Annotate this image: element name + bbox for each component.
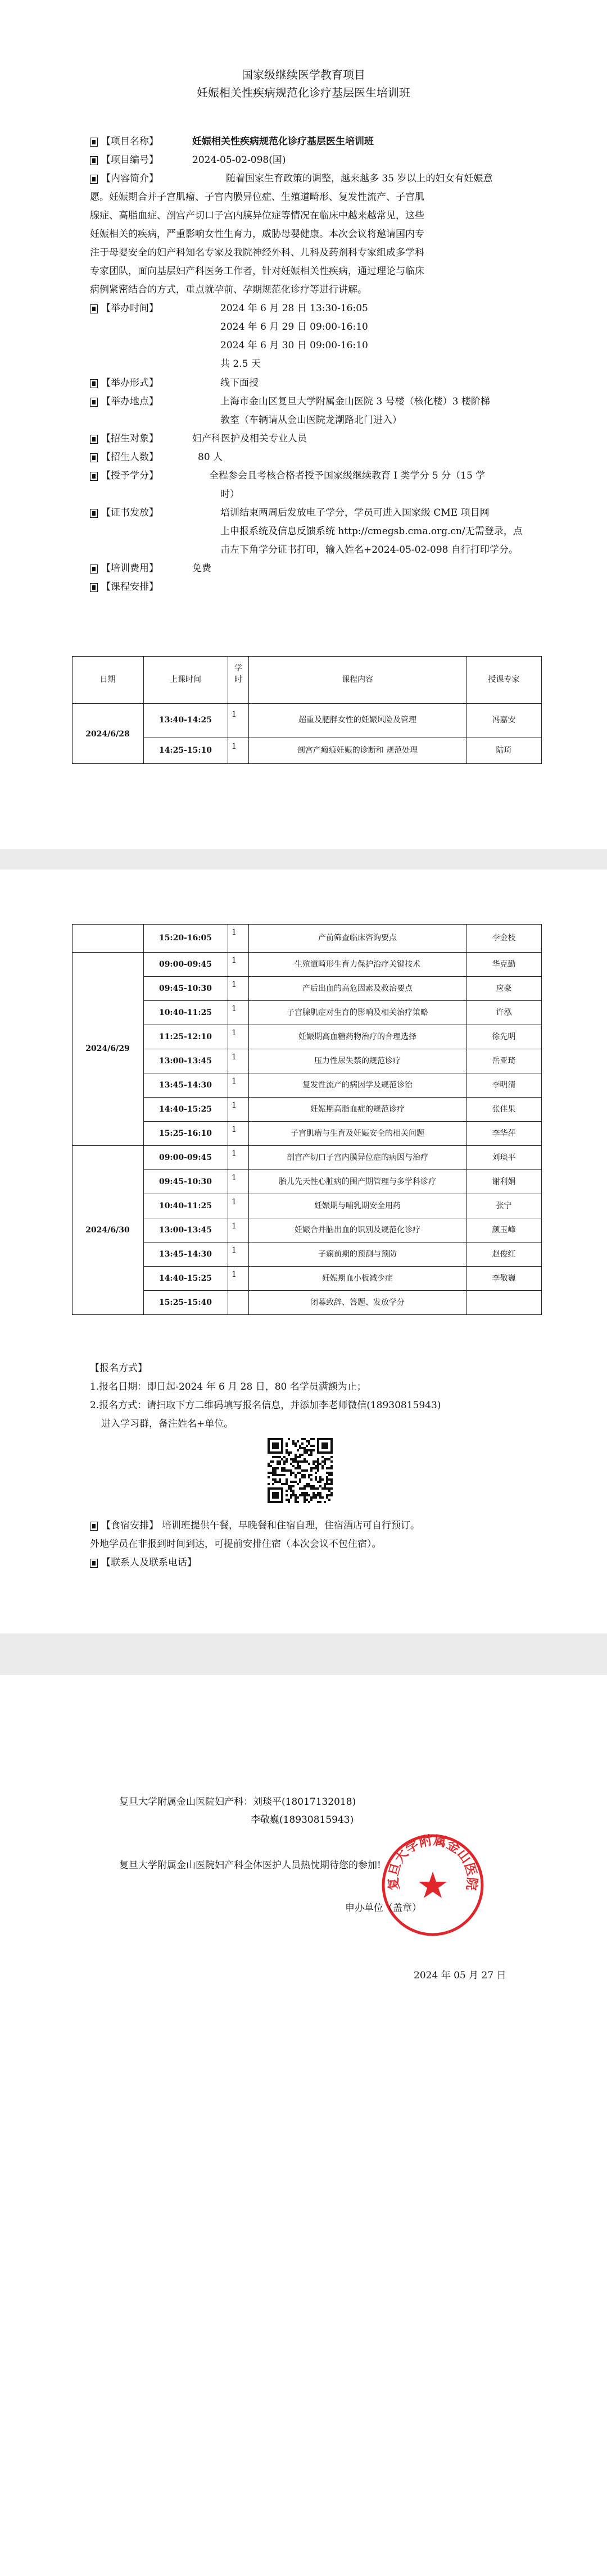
bullet-icon bbox=[90, 435, 98, 444]
intro-line: 病例紧密结合的方式，重点就孕前、孕期规范化诊疗等进行讲解。 bbox=[90, 284, 367, 295]
table-line bbox=[541, 924, 542, 1315]
time-lines bbox=[220, 299, 368, 374]
hours-cell: 1 bbox=[232, 1028, 237, 1037]
cert-line: 上申报系统及信息反馈系统 http://cmegsb.cma.org.cn/无需登录，点 bbox=[220, 526, 523, 537]
bullet-icon bbox=[90, 1559, 98, 1568]
credit-label: 【授予学分】 bbox=[101, 470, 158, 481]
time-cell: 13:45-14:30 bbox=[158, 1080, 212, 1090]
page-gap bbox=[0, 849, 607, 870]
table-line bbox=[72, 1145, 542, 1146]
doc-title-line2: 妊娠相关性疾病规范化诊疗基层医生培训班 bbox=[197, 86, 410, 99]
time-cell: 13:40-14:25 bbox=[158, 716, 212, 725]
table-line bbox=[143, 1121, 542, 1122]
time-cell: 09:45-10:30 bbox=[158, 984, 212, 993]
table-line bbox=[541, 656, 542, 764]
bullet-icon bbox=[90, 1522, 98, 1531]
fee-label: 【培训费用】 bbox=[101, 563, 158, 574]
table-line bbox=[72, 703, 542, 704]
table-line bbox=[143, 1097, 542, 1098]
topic-cell: 压力性尿失禁的规范诊疗 bbox=[314, 1056, 401, 1066]
hours-cell: 1 bbox=[232, 1198, 237, 1207]
cert-label: 【证书发放】 bbox=[101, 507, 158, 518]
time-cell: 09:00-09:45 bbox=[158, 959, 212, 969]
expert-cell: 李金枝 bbox=[492, 934, 516, 943]
table-line bbox=[143, 1242, 542, 1243]
table-line bbox=[143, 1000, 542, 1001]
hours-cell: 1 bbox=[232, 1173, 237, 1182]
intro-line: 注于母婴安全的妇产科知名专家及我院神经外科、儿科及药剂科专家组成多学科 bbox=[90, 247, 424, 258]
expert-cell: 李华萍 bbox=[492, 1128, 516, 1138]
topic-cell: 妊娠合并脑出血的识别及规范化诊疗 bbox=[295, 1225, 420, 1235]
time-cell: 14:25-15:10 bbox=[158, 746, 212, 755]
intro-text bbox=[90, 170, 540, 299]
expert-cell: 刘琰平 bbox=[492, 1153, 516, 1162]
expert-cell: 赵俊红 bbox=[492, 1249, 516, 1259]
bullet-icon bbox=[90, 379, 98, 388]
bullet-icon bbox=[90, 138, 98, 147]
welcome-text: 复旦大学附属金山医院妇产科全体医护人员热忱期待您的参加! bbox=[119, 1860, 381, 1871]
cert-line: 培训结束两周后发放电子学分，学员可进入国家级 CME 项目网 bbox=[220, 507, 490, 518]
time-line: 2024 年 6 月 30 日 09:00-16:10 bbox=[220, 340, 368, 351]
registration-line2a: 2.报名方式：请扫取下方二维码填写报名信息，并添加李老师微信(18930815943) bbox=[90, 1400, 441, 1411]
contact-line1: 复旦大学附属金山医院妇产科：刘琰平(18017132018) bbox=[119, 1796, 356, 1808]
time-cell: 15:25-15:40 bbox=[158, 1298, 212, 1307]
topic-cell: 胎儿先天性心脏病的围产期管理与多学科诊疗 bbox=[279, 1177, 436, 1186]
bullet-icon bbox=[90, 453, 98, 462]
hours-cell: 1 bbox=[232, 1125, 237, 1134]
place-lines bbox=[220, 393, 490, 430]
time-cell: 09:45-10:30 bbox=[158, 1177, 212, 1186]
topic-cell: 妊娠期血小板减少症 bbox=[322, 1273, 393, 1283]
table-line bbox=[143, 1266, 542, 1267]
bullet-icon bbox=[90, 583, 98, 592]
bullet-icon bbox=[90, 565, 98, 574]
bullet-icon bbox=[90, 156, 98, 165]
time-cell: 14:40-15:25 bbox=[158, 1273, 212, 1283]
sign-text: 申办单位（盖章） bbox=[345, 1903, 422, 1914]
page-gap bbox=[0, 1633, 607, 1675]
header-time: 上课时间 bbox=[170, 675, 201, 684]
intro-line: 随着国家生育政策的调整，越来越多 35 岁以上的妇女有妊娠意 bbox=[226, 173, 493, 184]
expert-cell: 冯嘉安 bbox=[492, 716, 516, 725]
date-text: 2024 年 05 月 27 日 bbox=[414, 1970, 506, 1981]
table-line bbox=[72, 656, 73, 764]
course-label: 【课程安排】 bbox=[101, 581, 158, 593]
credit-lines bbox=[209, 467, 485, 504]
form-label: 【举办形式】 bbox=[101, 377, 158, 389]
cert-lines bbox=[209, 504, 523, 559]
expert-cell: 李敬巍 bbox=[492, 1273, 516, 1283]
header-topic: 课程内容 bbox=[342, 675, 373, 684]
contact-label: 【联系人及联系电话】 bbox=[101, 1557, 197, 1568]
fee-value: 免费 bbox=[192, 563, 211, 574]
hours-cell: 1 bbox=[232, 742, 237, 751]
form-value: 线下面授 bbox=[220, 377, 259, 389]
bullet-icon bbox=[90, 304, 98, 313]
project-name-value: 妊娠相关性疾病规范化诊疗基层医生培训班 bbox=[192, 136, 374, 147]
time-cell: 15:20-16:05 bbox=[158, 934, 212, 943]
contact-line2: 李敬巍(18930815943) bbox=[251, 1814, 354, 1826]
time-line: 2024 年 6 月 28 日 13:30-16:05 bbox=[220, 303, 368, 314]
intro-line: 妊娠相关的疾病，严重影响女性生育力，威胁母婴健康。本次会议将邀请国内专 bbox=[90, 229, 424, 240]
time-line: 2024 年 6 月 29 日 09:00-16:10 bbox=[220, 321, 368, 333]
expert-cell: 应豪 bbox=[496, 984, 512, 993]
hours-cell: 1 bbox=[232, 1246, 237, 1255]
table-line bbox=[72, 952, 542, 953]
topic-cell: 复发性流产的病因学及规范诊治 bbox=[302, 1080, 413, 1090]
intro-line: 腺症、高脂血症、剖宫产切口子宫内膜异位症等情况在临床中越来越常见，这些 bbox=[90, 210, 424, 221]
header-date: 日期 bbox=[99, 675, 116, 684]
hours-cell: 1 bbox=[232, 710, 237, 719]
topic-cell: 子痫前期的预测与预防 bbox=[318, 1249, 397, 1259]
expert-cell: 华克勤 bbox=[492, 959, 516, 969]
project-no-value: 2024-05-02-098(国) bbox=[192, 154, 286, 166]
time-cell: 09:00-09:45 bbox=[158, 1153, 212, 1162]
expert-cell: 徐先明 bbox=[492, 1032, 516, 1041]
table-line bbox=[72, 1314, 542, 1315]
topic-cell: 产前筛查临床咨询要点 bbox=[318, 934, 397, 943]
date-cell: 2024/6/30 bbox=[85, 1225, 130, 1235]
place-line: 教室（车辆请从金山医院龙潮路北门进入） bbox=[220, 415, 402, 426]
lodging-label: 【食宿安排】 bbox=[101, 1520, 158, 1531]
registration-block bbox=[90, 1359, 573, 1433]
topic-cell: 剖宫产瘢痕妊娠的诊断和 规范处理 bbox=[297, 746, 418, 755]
credit-line: 全程参会且考核合格者授予国家级继续教育 I 类学分 5 分（15 学 bbox=[209, 470, 486, 481]
topic-cell: 子宫腺肌症对生育的影响及相关治疗策略 bbox=[287, 1008, 428, 1017]
topic-cell: 生殖道畸形生育力保护治疗关键技术 bbox=[295, 959, 420, 969]
hours-cell: 1 bbox=[232, 1149, 237, 1158]
topic-cell: 妊娠期高血糖药物治疗的合理选择 bbox=[298, 1032, 416, 1041]
table-line bbox=[72, 924, 73, 1315]
topic-cell: 妊娠期高脂血症的规范诊疗 bbox=[310, 1104, 405, 1114]
credit-line: 时） bbox=[220, 489, 239, 500]
date-cell: 2024/6/28 bbox=[85, 730, 130, 739]
expert-cell: 李明清 bbox=[492, 1080, 516, 1090]
expert-cell: 谢利娟 bbox=[492, 1177, 516, 1186]
time-cell: 10:40-11:25 bbox=[158, 1008, 212, 1017]
table-line bbox=[72, 763, 542, 764]
registration-line2b: 进入学习群，备注姓名+单位。 bbox=[101, 1418, 234, 1430]
topic-cell: 子宫肌瘤与生育及妊娠安全的相关问题 bbox=[291, 1128, 424, 1138]
topic-cell: 剖宫产切口子宫内膜异位症的病因与治疗 bbox=[287, 1153, 428, 1162]
hours-cell: 1 bbox=[232, 980, 237, 989]
expert-cell: 颜玉峰 bbox=[492, 1225, 516, 1235]
hours-cell: 1 bbox=[232, 1270, 237, 1279]
table-line bbox=[143, 976, 542, 977]
place-line: 上海市金山区复旦大学附属金山医院 3 号楼（核化楼）3 楼阶梯 bbox=[220, 396, 490, 407]
hours-cell: 1 bbox=[232, 1053, 237, 1062]
time-cell: 13:00-13:45 bbox=[158, 1225, 212, 1235]
stamp-text: 复旦大学附属金山医院 bbox=[386, 1832, 480, 1891]
intro-label: 【内容简介】 bbox=[101, 173, 158, 184]
expert-cell: 许泓 bbox=[496, 1008, 512, 1017]
bullet-icon bbox=[90, 509, 98, 518]
place-label: 【举办地点】 bbox=[101, 396, 158, 407]
target-value: 妇产科医护及相关专业人员 bbox=[192, 433, 307, 444]
topic-cell: 闭幕致辞、答题、发放学分 bbox=[310, 1298, 405, 1307]
date-cell: 2024/6/29 bbox=[85, 1044, 130, 1053]
count-value: 80 人 bbox=[198, 452, 223, 463]
hours-cell: 1 bbox=[232, 1101, 237, 1110]
hours-cell: 1 bbox=[232, 1222, 237, 1231]
bullet-icon bbox=[90, 472, 98, 481]
cert-line: 击左下角学分证书打印，输入姓名+2024-05-02-098 自行打印学分。 bbox=[220, 544, 518, 556]
count-label: 【招生人数】 bbox=[101, 452, 158, 463]
intro-line: 专家团队，面向基层妇产科医务工作者，针对妊娠相关性疾病，通过理论与临床 bbox=[90, 266, 424, 277]
intro-line: 愿。妊娠期合并子宫肌瘤、子宫内膜异位症、生殖道畸形、复发性流产、子宫肌 bbox=[90, 192, 424, 203]
table-line bbox=[72, 924, 542, 925]
project-no-label: 【项目编号】 bbox=[101, 154, 158, 166]
hours-cell: 1 bbox=[232, 1004, 237, 1013]
doc-title-line1: 国家级继续医学教育项目 bbox=[242, 68, 365, 81]
hours-cell: 1 bbox=[232, 928, 237, 937]
time-cell: 11:25-12:10 bbox=[158, 1032, 212, 1041]
header-hours: 学时 bbox=[234, 664, 242, 684]
topic-cell: 产后出血的高危因素及救治要点 bbox=[302, 984, 413, 993]
expert-cell: 张佳果 bbox=[492, 1104, 516, 1114]
hours-cell: 1 bbox=[232, 956, 237, 965]
registration-title: 【报名方式】 bbox=[90, 1363, 147, 1374]
expert-cell: 陆琦 bbox=[496, 746, 512, 755]
project-name-label: 【项目名称】 bbox=[101, 136, 158, 147]
official-stamp-icon bbox=[380, 1832, 486, 1938]
hours-cell: 1 bbox=[232, 1077, 237, 1086]
lodging-line2: 外地学员在非报到时间到达，可提前安排住宿（本次会议不包住宿）。 bbox=[90, 1539, 382, 1550]
time-cell: 13:00-13:45 bbox=[158, 1056, 212, 1066]
qr-code-icon[interactable] bbox=[268, 1438, 333, 1503]
time-cell: 10:40-11:25 bbox=[158, 1201, 212, 1210]
header-expert: 授课专家 bbox=[488, 675, 520, 684]
lodging-line1: 培训班提供午餐，早晚餐和住宿自理，住宿酒店可自行预订。 bbox=[162, 1520, 420, 1531]
time-line: 共 2.5 天 bbox=[220, 358, 261, 370]
target-label: 【招生对象】 bbox=[101, 433, 158, 444]
time-cell: 14:40-15:25 bbox=[158, 1104, 212, 1114]
expert-cell: 岳亚琦 bbox=[492, 1056, 516, 1066]
table-line bbox=[143, 1290, 542, 1291]
time-label: 【举办时间】 bbox=[101, 303, 158, 314]
topic-cell: 超重及肥胖女性的妊娠风险及管理 bbox=[298, 716, 416, 725]
table-line bbox=[143, 1169, 542, 1170]
table-line bbox=[72, 656, 542, 657]
registration-line1: 1.报名日期：即日起-2024 年 6 月 28 日，80 名学员满额为止； bbox=[90, 1381, 366, 1392]
time-cell: 13:45-14:30 bbox=[158, 1249, 212, 1259]
bullet-icon bbox=[90, 398, 98, 407]
expert-cell: 张宁 bbox=[496, 1201, 512, 1210]
time-cell: 15:25-16:10 bbox=[158, 1128, 212, 1138]
topic-cell: 妊娠期与哺乳期安全用药 bbox=[314, 1201, 401, 1210]
